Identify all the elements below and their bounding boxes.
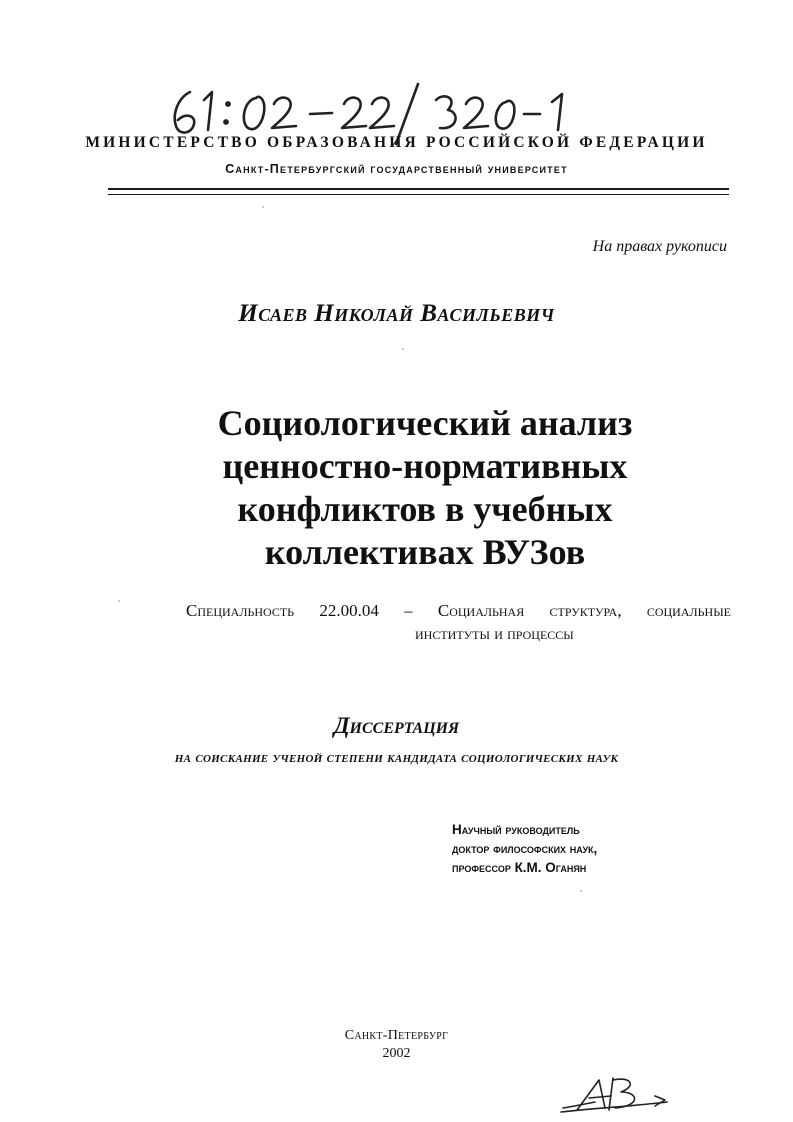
dissertation-subtitle: на соискание ученой степени кандидата социологических наук xyxy=(174,750,619,766)
specialty-line-1: Специальность 22.00.04 – Социальная структура, социальные xyxy=(186,601,731,620)
supervisor-degree: доктор философских наук, xyxy=(452,841,598,856)
supervisor-role: Научный руководитель xyxy=(452,822,580,837)
ministry-heading: МИНИСТЕРСТВО ОБРАЗОВАНИЯ РОССИЙСКОЙ ФЕДЕРАЦИИ xyxy=(85,134,708,151)
dissertation-title xyxy=(130,402,720,574)
scan-speck xyxy=(262,206,264,208)
header-rule-thin xyxy=(108,194,729,195)
university-heading: Санкт-Петербургский государственный университет xyxy=(225,162,568,176)
title-line: ценностно-нормативных xyxy=(222,446,628,486)
year: 2002 xyxy=(382,1046,411,1061)
author-name: Исаев Николай Васильевич xyxy=(238,300,555,327)
signature xyxy=(555,1072,675,1118)
manuscript-note: На правах рукописи xyxy=(592,238,727,255)
specialty-line-2: институты и процессы xyxy=(415,624,574,643)
scan-speck xyxy=(402,348,404,350)
title-line: конфликтов в учебных xyxy=(237,489,613,529)
title-line: Социологический анализ xyxy=(217,403,633,443)
title-line: коллективах ВУЗов xyxy=(264,532,586,572)
supervisor-name: профессор К.М. Оганян xyxy=(452,860,587,875)
scan-speck xyxy=(580,890,582,892)
scan-speck xyxy=(118,600,120,602)
header-rule-thick xyxy=(108,188,729,190)
dissertation-label: Диссертация xyxy=(333,713,460,738)
city: Санкт-Петербург xyxy=(344,1028,449,1043)
supervisor-block xyxy=(452,820,597,877)
